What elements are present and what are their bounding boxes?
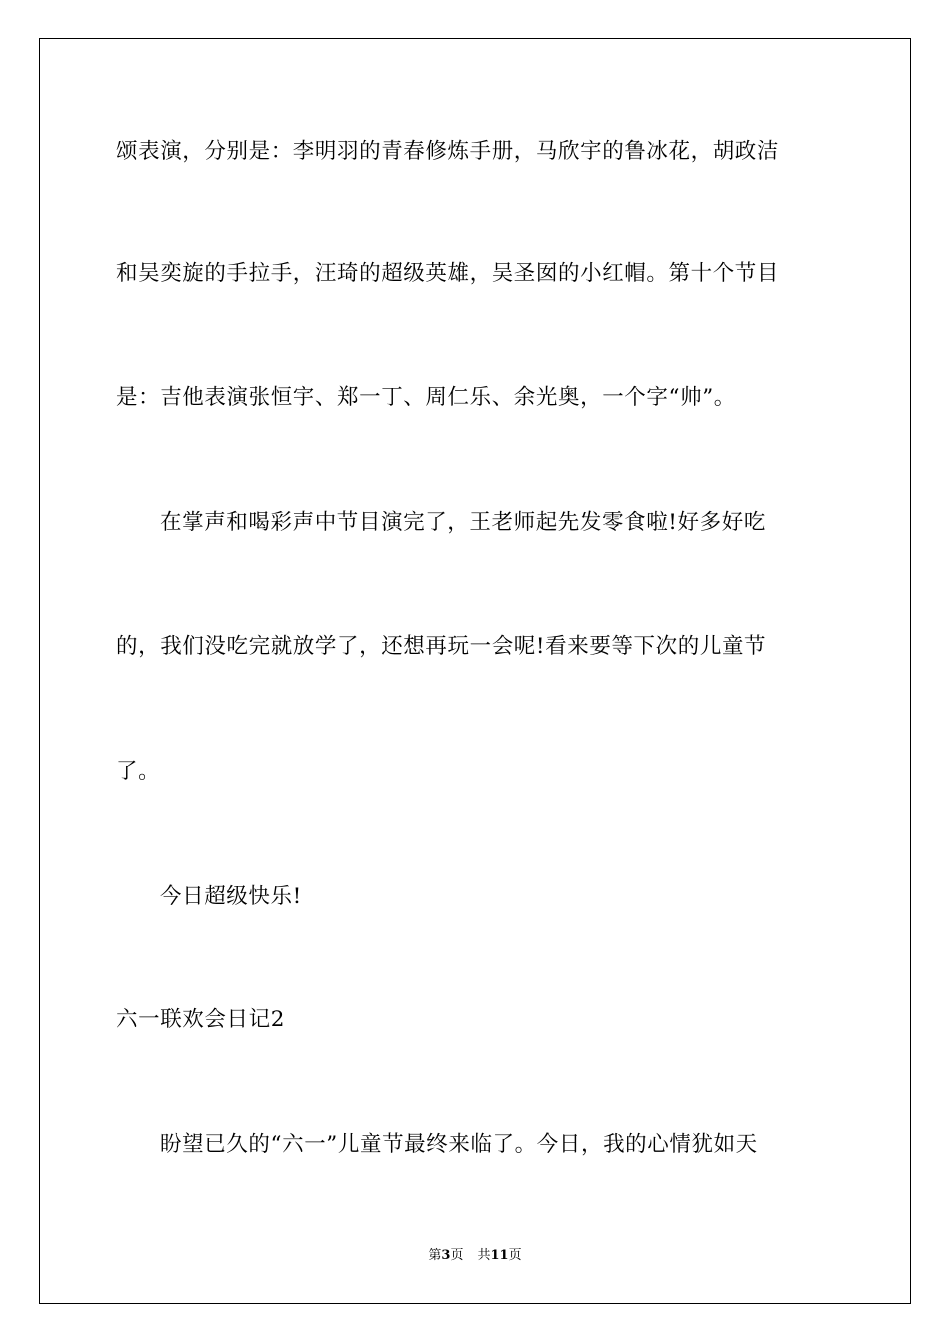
paragraph-first-line: 盼望已久的“六一”儿童节最终来临了。今日，我的心情犹如天: [160, 1132, 758, 1157]
footer-page-number: 3: [441, 1248, 451, 1263]
footer-total-suffix: 页: [508, 1248, 522, 1263]
paragraph-first-line: 在掌声和喝彩声中节目演完了，王老师起先发零食啦!好多好吃: [160, 510, 766, 535]
body-text-line: 和吴奕旋的手拉手，汪琦的超级英雄，吴圣囡的小红帽。第十个节目: [116, 261, 780, 286]
footer-page-prefix: 第: [428, 1248, 442, 1263]
paragraph-first-line: 今日超级快乐!: [160, 884, 302, 909]
section-heading: 六一联欢会日记2: [116, 1007, 285, 1032]
body-text-line: 了。: [116, 759, 161, 784]
footer-total-number: 11: [490, 1248, 509, 1263]
page-border: [39, 38, 911, 1304]
body-text-line: 颂表演，分别是：李明羽的青春修炼手册，马欣宇的鲁冰花，胡政洁: [116, 139, 780, 164]
footer-page-suffix: 页: [450, 1248, 464, 1263]
page-footer: [0, 1246, 950, 1266]
body-text-line: 的，我们没吃完就放学了，还想再玩一会呢!看来要等下次的儿童节: [116, 634, 767, 659]
footer-total-prefix: 共: [477, 1248, 491, 1263]
body-text-line: 是：吉他表演张恒宇、郑一丁、周仁乐、余光奥，一个字“帅”。: [116, 385, 736, 410]
